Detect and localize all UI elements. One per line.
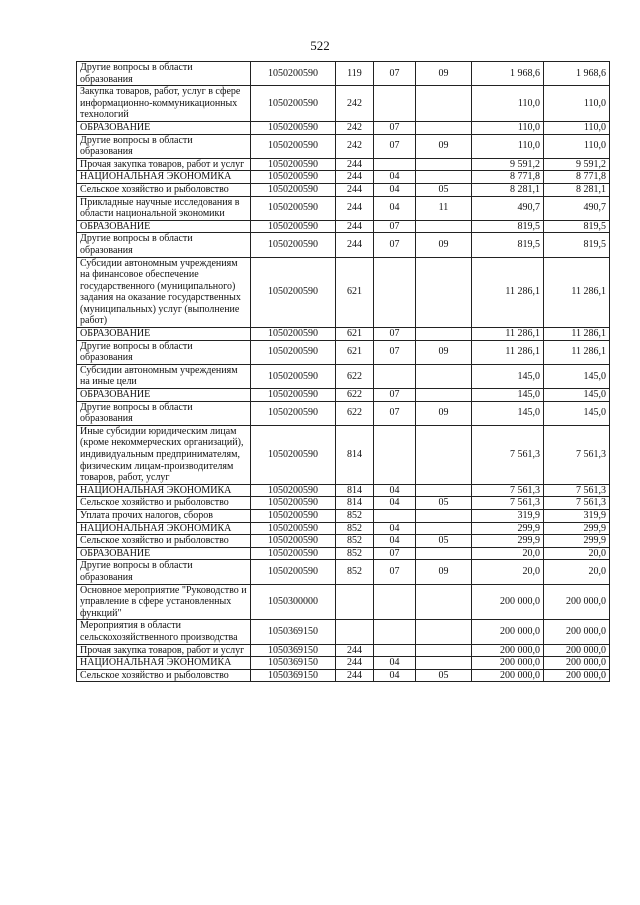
row-code: 1050369150: [251, 644, 336, 657]
row-subsection: 09: [416, 340, 472, 364]
row-section: [374, 644, 416, 657]
row-amount-2: 819,5: [544, 220, 610, 233]
row-name: ОБРАЗОВАНИЕ: [77, 547, 251, 560]
row-expense-type: 621: [336, 340, 374, 364]
row-amount-2: 9 591,2: [544, 158, 610, 171]
row-amount-1: 110,0: [472, 86, 544, 122]
row-expense-type: 244: [336, 158, 374, 171]
row-subsection: [416, 86, 472, 122]
row-amount-1: 8 771,8: [472, 171, 544, 184]
row-name: НАЦИОНАЛЬНАЯ ЭКОНОМИКА: [77, 522, 251, 535]
row-code: 1050200590: [251, 535, 336, 548]
table-row: [77, 340, 610, 364]
row-code: 1050300000: [251, 584, 336, 620]
row-amount-1: 11 286,1: [472, 328, 544, 341]
row-code: 1050200590: [251, 220, 336, 233]
row-section: [374, 364, 416, 388]
row-subsection: [416, 328, 472, 341]
row-expense-type: 852: [336, 560, 374, 584]
row-name: Прочая закупка товаров, работ и услуг: [77, 158, 251, 171]
row-amount-2: 8 281,1: [544, 183, 610, 196]
row-amount-2: 20,0: [544, 547, 610, 560]
row-subsection: [416, 389, 472, 402]
row-code: 1050200590: [251, 134, 336, 158]
row-code: 1050200590: [251, 364, 336, 388]
row-amount-1: 200 000,0: [472, 584, 544, 620]
row-section: 04: [374, 196, 416, 220]
row-section: 07: [374, 340, 416, 364]
row-name: Сельское хозяйство и рыболовство: [77, 183, 251, 196]
row-amount-2: 110,0: [544, 121, 610, 134]
row-expense-type: 244: [336, 183, 374, 196]
row-subsection: [416, 425, 472, 484]
row-subsection: 09: [416, 233, 472, 257]
row-code: 1050200590: [251, 340, 336, 364]
row-name: ОБРАЗОВАНИЕ: [77, 121, 251, 134]
row-subsection: 09: [416, 401, 472, 425]
row-expense-type: 622: [336, 389, 374, 402]
row-section: 07: [374, 401, 416, 425]
row-name: НАЦИОНАЛЬНАЯ ЭКОНОМИКА: [77, 657, 251, 670]
table-row: [77, 547, 610, 560]
table-row: [77, 484, 610, 497]
row-code: 1050200590: [251, 401, 336, 425]
row-subsection: [416, 522, 472, 535]
row-subsection: [416, 364, 472, 388]
table-row: [77, 171, 610, 184]
row-section: 07: [374, 389, 416, 402]
row-expense-type: 621: [336, 328, 374, 341]
row-subsection: 09: [416, 62, 472, 86]
row-section: 07: [374, 121, 416, 134]
row-code: 1050200590: [251, 158, 336, 171]
row-section: [374, 584, 416, 620]
row-section: [374, 86, 416, 122]
row-amount-2: 11 286,1: [544, 340, 610, 364]
row-amount-2: 7 561,3: [544, 425, 610, 484]
budget-table: [76, 61, 610, 682]
row-amount-1: 145,0: [472, 364, 544, 388]
row-code: 1050369150: [251, 657, 336, 670]
row-name: Мероприятия в области сельскохозяйственного производства: [77, 620, 251, 644]
row-amount-1: 299,9: [472, 522, 544, 535]
row-expense-type: 814: [336, 497, 374, 510]
row-section: 04: [374, 183, 416, 196]
table-row: [77, 183, 610, 196]
row-name: Другие вопросы в области образования: [77, 62, 251, 86]
row-subsection: [416, 121, 472, 134]
row-amount-1: 7 561,3: [472, 497, 544, 510]
row-expense-type: 852: [336, 509, 374, 522]
table-row: [77, 535, 610, 548]
row-name: Уплата прочих налогов, сборов: [77, 509, 251, 522]
table-row: [77, 560, 610, 584]
table-row: [77, 657, 610, 670]
row-expense-type: 119: [336, 62, 374, 86]
table-row: [77, 86, 610, 122]
row-amount-2: 490,7: [544, 196, 610, 220]
row-name: Субсидии автономным учреждениям на иные цели: [77, 364, 251, 388]
row-amount-1: 200 000,0: [472, 644, 544, 657]
row-code: 1050369150: [251, 669, 336, 682]
row-amount-1: 145,0: [472, 401, 544, 425]
row-name: Прочая закупка товаров, работ и услуг: [77, 644, 251, 657]
row-amount-1: 200 000,0: [472, 620, 544, 644]
row-code: 1050200590: [251, 522, 336, 535]
row-section: 07: [374, 328, 416, 341]
row-section: 07: [374, 220, 416, 233]
row-subsection: [416, 484, 472, 497]
row-code: 1050200590: [251, 233, 336, 257]
row-name: Сельское хозяйство и рыболовство: [77, 497, 251, 510]
table-row: [77, 669, 610, 682]
row-amount-1: 8 281,1: [472, 183, 544, 196]
row-subsection: [416, 509, 472, 522]
row-section: [374, 620, 416, 644]
row-expense-type: 244: [336, 196, 374, 220]
row-amount-1: 110,0: [472, 121, 544, 134]
row-section: 04: [374, 535, 416, 548]
row-subsection: [416, 220, 472, 233]
row-code: 1050200590: [251, 389, 336, 402]
table-row: [77, 196, 610, 220]
row-amount-1: 9 591,2: [472, 158, 544, 171]
row-section: 07: [374, 233, 416, 257]
row-amount-1: 490,7: [472, 196, 544, 220]
row-code: 1050369150: [251, 620, 336, 644]
table-row: [77, 121, 610, 134]
row-amount-2: 299,9: [544, 522, 610, 535]
row-section: 07: [374, 560, 416, 584]
row-amount-2: 7 561,3: [544, 484, 610, 497]
row-name: ОБРАЗОВАНИЕ: [77, 328, 251, 341]
row-name: ОБРАЗОВАНИЕ: [77, 220, 251, 233]
table-row: [77, 522, 610, 535]
row-code: 1050200590: [251, 171, 336, 184]
table-row: [77, 497, 610, 510]
row-name: НАЦИОНАЛЬНАЯ ЭКОНОМИКА: [77, 171, 251, 184]
row-expense-type: 814: [336, 484, 374, 497]
row-section: 04: [374, 171, 416, 184]
row-code: 1050200590: [251, 425, 336, 484]
row-section: [374, 158, 416, 171]
row-amount-1: 145,0: [472, 389, 544, 402]
row-amount-2: 145,0: [544, 401, 610, 425]
row-amount-1: 299,9: [472, 535, 544, 548]
row-subsection: [416, 620, 472, 644]
row-expense-type: 242: [336, 86, 374, 122]
row-amount-2: 819,5: [544, 233, 610, 257]
row-subsection: 05: [416, 669, 472, 682]
row-code: 1050200590: [251, 121, 336, 134]
row-amount-1: 1 968,6: [472, 62, 544, 86]
row-section: [374, 257, 416, 328]
row-section: 04: [374, 484, 416, 497]
table-row: [77, 62, 610, 86]
row-subsection: [416, 547, 472, 560]
row-subsection: [416, 644, 472, 657]
row-amount-1: 819,5: [472, 220, 544, 233]
row-subsection: 05: [416, 183, 472, 196]
row-amount-1: 819,5: [472, 233, 544, 257]
table-row: [77, 644, 610, 657]
row-name: Иные субсидии юридическим лицам (кроме некоммерческих организаций), индивидуальным предпринимателям, физическим лицам-производителям товаров, работ, услуг: [77, 425, 251, 484]
row-amount-1: 110,0: [472, 134, 544, 158]
row-expense-type: 622: [336, 401, 374, 425]
row-subsection: [416, 657, 472, 670]
row-expense-type: 621: [336, 257, 374, 328]
row-subsection: [416, 158, 472, 171]
row-subsection: [416, 171, 472, 184]
row-amount-2: 145,0: [544, 364, 610, 388]
row-amount-1: 200 000,0: [472, 669, 544, 682]
row-name: Другие вопросы в области образования: [77, 340, 251, 364]
row-expense-type: 242: [336, 134, 374, 158]
row-code: 1050200590: [251, 509, 336, 522]
row-code: 1050200590: [251, 484, 336, 497]
row-section: [374, 509, 416, 522]
row-expense-type: 244: [336, 233, 374, 257]
row-amount-2: 200 000,0: [544, 584, 610, 620]
row-amount-2: 110,0: [544, 86, 610, 122]
row-amount-1: 7 561,3: [472, 425, 544, 484]
row-amount-1: 200 000,0: [472, 657, 544, 670]
row-name: Основное мероприятие "Руководство и управление в сфере установленных функций": [77, 584, 251, 620]
row-expense-type: 622: [336, 364, 374, 388]
row-amount-2: 20,0: [544, 560, 610, 584]
row-expense-type: 852: [336, 522, 374, 535]
row-amount-2: 200 000,0: [544, 644, 610, 657]
row-code: 1050200590: [251, 62, 336, 86]
row-expense-type: 244: [336, 644, 374, 657]
row-code: 1050200590: [251, 257, 336, 328]
row-name: Сельское хозяйство и рыболовство: [77, 535, 251, 548]
row-amount-2: 319,9: [544, 509, 610, 522]
row-code: 1050200590: [251, 328, 336, 341]
row-subsection: 05: [416, 535, 472, 548]
row-section: 07: [374, 62, 416, 86]
row-expense-type: 852: [336, 535, 374, 548]
row-amount-2: 200 000,0: [544, 657, 610, 670]
row-expense-type: 244: [336, 669, 374, 682]
row-amount-2: 145,0: [544, 389, 610, 402]
table-row: [77, 134, 610, 158]
row-code: 1050200590: [251, 183, 336, 196]
row-amount-1: 7 561,3: [472, 484, 544, 497]
row-section: 07: [374, 134, 416, 158]
row-subsection: [416, 257, 472, 328]
row-code: 1050200590: [251, 86, 336, 122]
row-name: Закупка товаров, работ, услуг в сфере информационно-коммуникационных технологий: [77, 86, 251, 122]
table-row: [77, 584, 610, 620]
row-name: Другие вопросы в области образования: [77, 401, 251, 425]
row-subsection: 05: [416, 497, 472, 510]
table-row: [77, 364, 610, 388]
row-amount-1: 11 286,1: [472, 340, 544, 364]
row-section: 04: [374, 669, 416, 682]
row-expense-type: 242: [336, 121, 374, 134]
row-amount-2: 8 771,8: [544, 171, 610, 184]
row-section: 04: [374, 522, 416, 535]
row-name: НАЦИОНАЛЬНАЯ ЭКОНОМИКА: [77, 484, 251, 497]
row-amount-2: 1 968,6: [544, 62, 610, 86]
table-row: [77, 220, 610, 233]
row-amount-1: 319,9: [472, 509, 544, 522]
table-row: [77, 425, 610, 484]
row-amount-2: 200 000,0: [544, 620, 610, 644]
row-code: 1050200590: [251, 497, 336, 510]
row-amount-2: 7 561,3: [544, 497, 610, 510]
row-code: 1050200590: [251, 560, 336, 584]
row-expense-type: [336, 584, 374, 620]
row-amount-2: 200 000,0: [544, 669, 610, 682]
row-amount-2: 11 286,1: [544, 328, 610, 341]
table-row: [77, 257, 610, 328]
row-name: Другие вопросы в области образования: [77, 134, 251, 158]
row-amount-1: 20,0: [472, 547, 544, 560]
row-expense-type: 244: [336, 171, 374, 184]
row-subsection: 11: [416, 196, 472, 220]
table-row: [77, 389, 610, 402]
row-name: Прикладные научные исследования в области национальной экономики: [77, 196, 251, 220]
table-row: [77, 509, 610, 522]
row-name: Сельское хозяйство и рыболовство: [77, 669, 251, 682]
row-expense-type: [336, 620, 374, 644]
row-name: ОБРАЗОВАНИЕ: [77, 389, 251, 402]
row-subsection: [416, 584, 472, 620]
row-expense-type: 814: [336, 425, 374, 484]
row-expense-type: 852: [336, 547, 374, 560]
row-name: Другие вопросы в области образования: [77, 233, 251, 257]
row-expense-type: 244: [336, 220, 374, 233]
row-amount-2: 299,9: [544, 535, 610, 548]
row-amount-1: 11 286,1: [472, 257, 544, 328]
table-row: [77, 158, 610, 171]
row-code: 1050200590: [251, 196, 336, 220]
row-section: 04: [374, 497, 416, 510]
row-name: Другие вопросы в области образования: [77, 560, 251, 584]
row-amount-2: 110,0: [544, 134, 610, 158]
row-section: 04: [374, 657, 416, 670]
row-code: 1050200590: [251, 547, 336, 560]
row-name: Субсидии автономным учреждениям на финансовое обеспечение государственного (муниципального) задания на оказание государственных (муниципальных) услуг (выполнение работ): [77, 257, 251, 328]
row-amount-1: 20,0: [472, 560, 544, 584]
page-number: 522: [310, 38, 330, 53]
row-subsection: 09: [416, 560, 472, 584]
row-expense-type: 244: [336, 657, 374, 670]
row-subsection: 09: [416, 134, 472, 158]
row-amount-2: 11 286,1: [544, 257, 610, 328]
table-row: [77, 620, 610, 644]
table-row: [77, 233, 610, 257]
table-row: [77, 328, 610, 341]
table-row: [77, 401, 610, 425]
row-section: [374, 425, 416, 484]
row-section: 07: [374, 547, 416, 560]
